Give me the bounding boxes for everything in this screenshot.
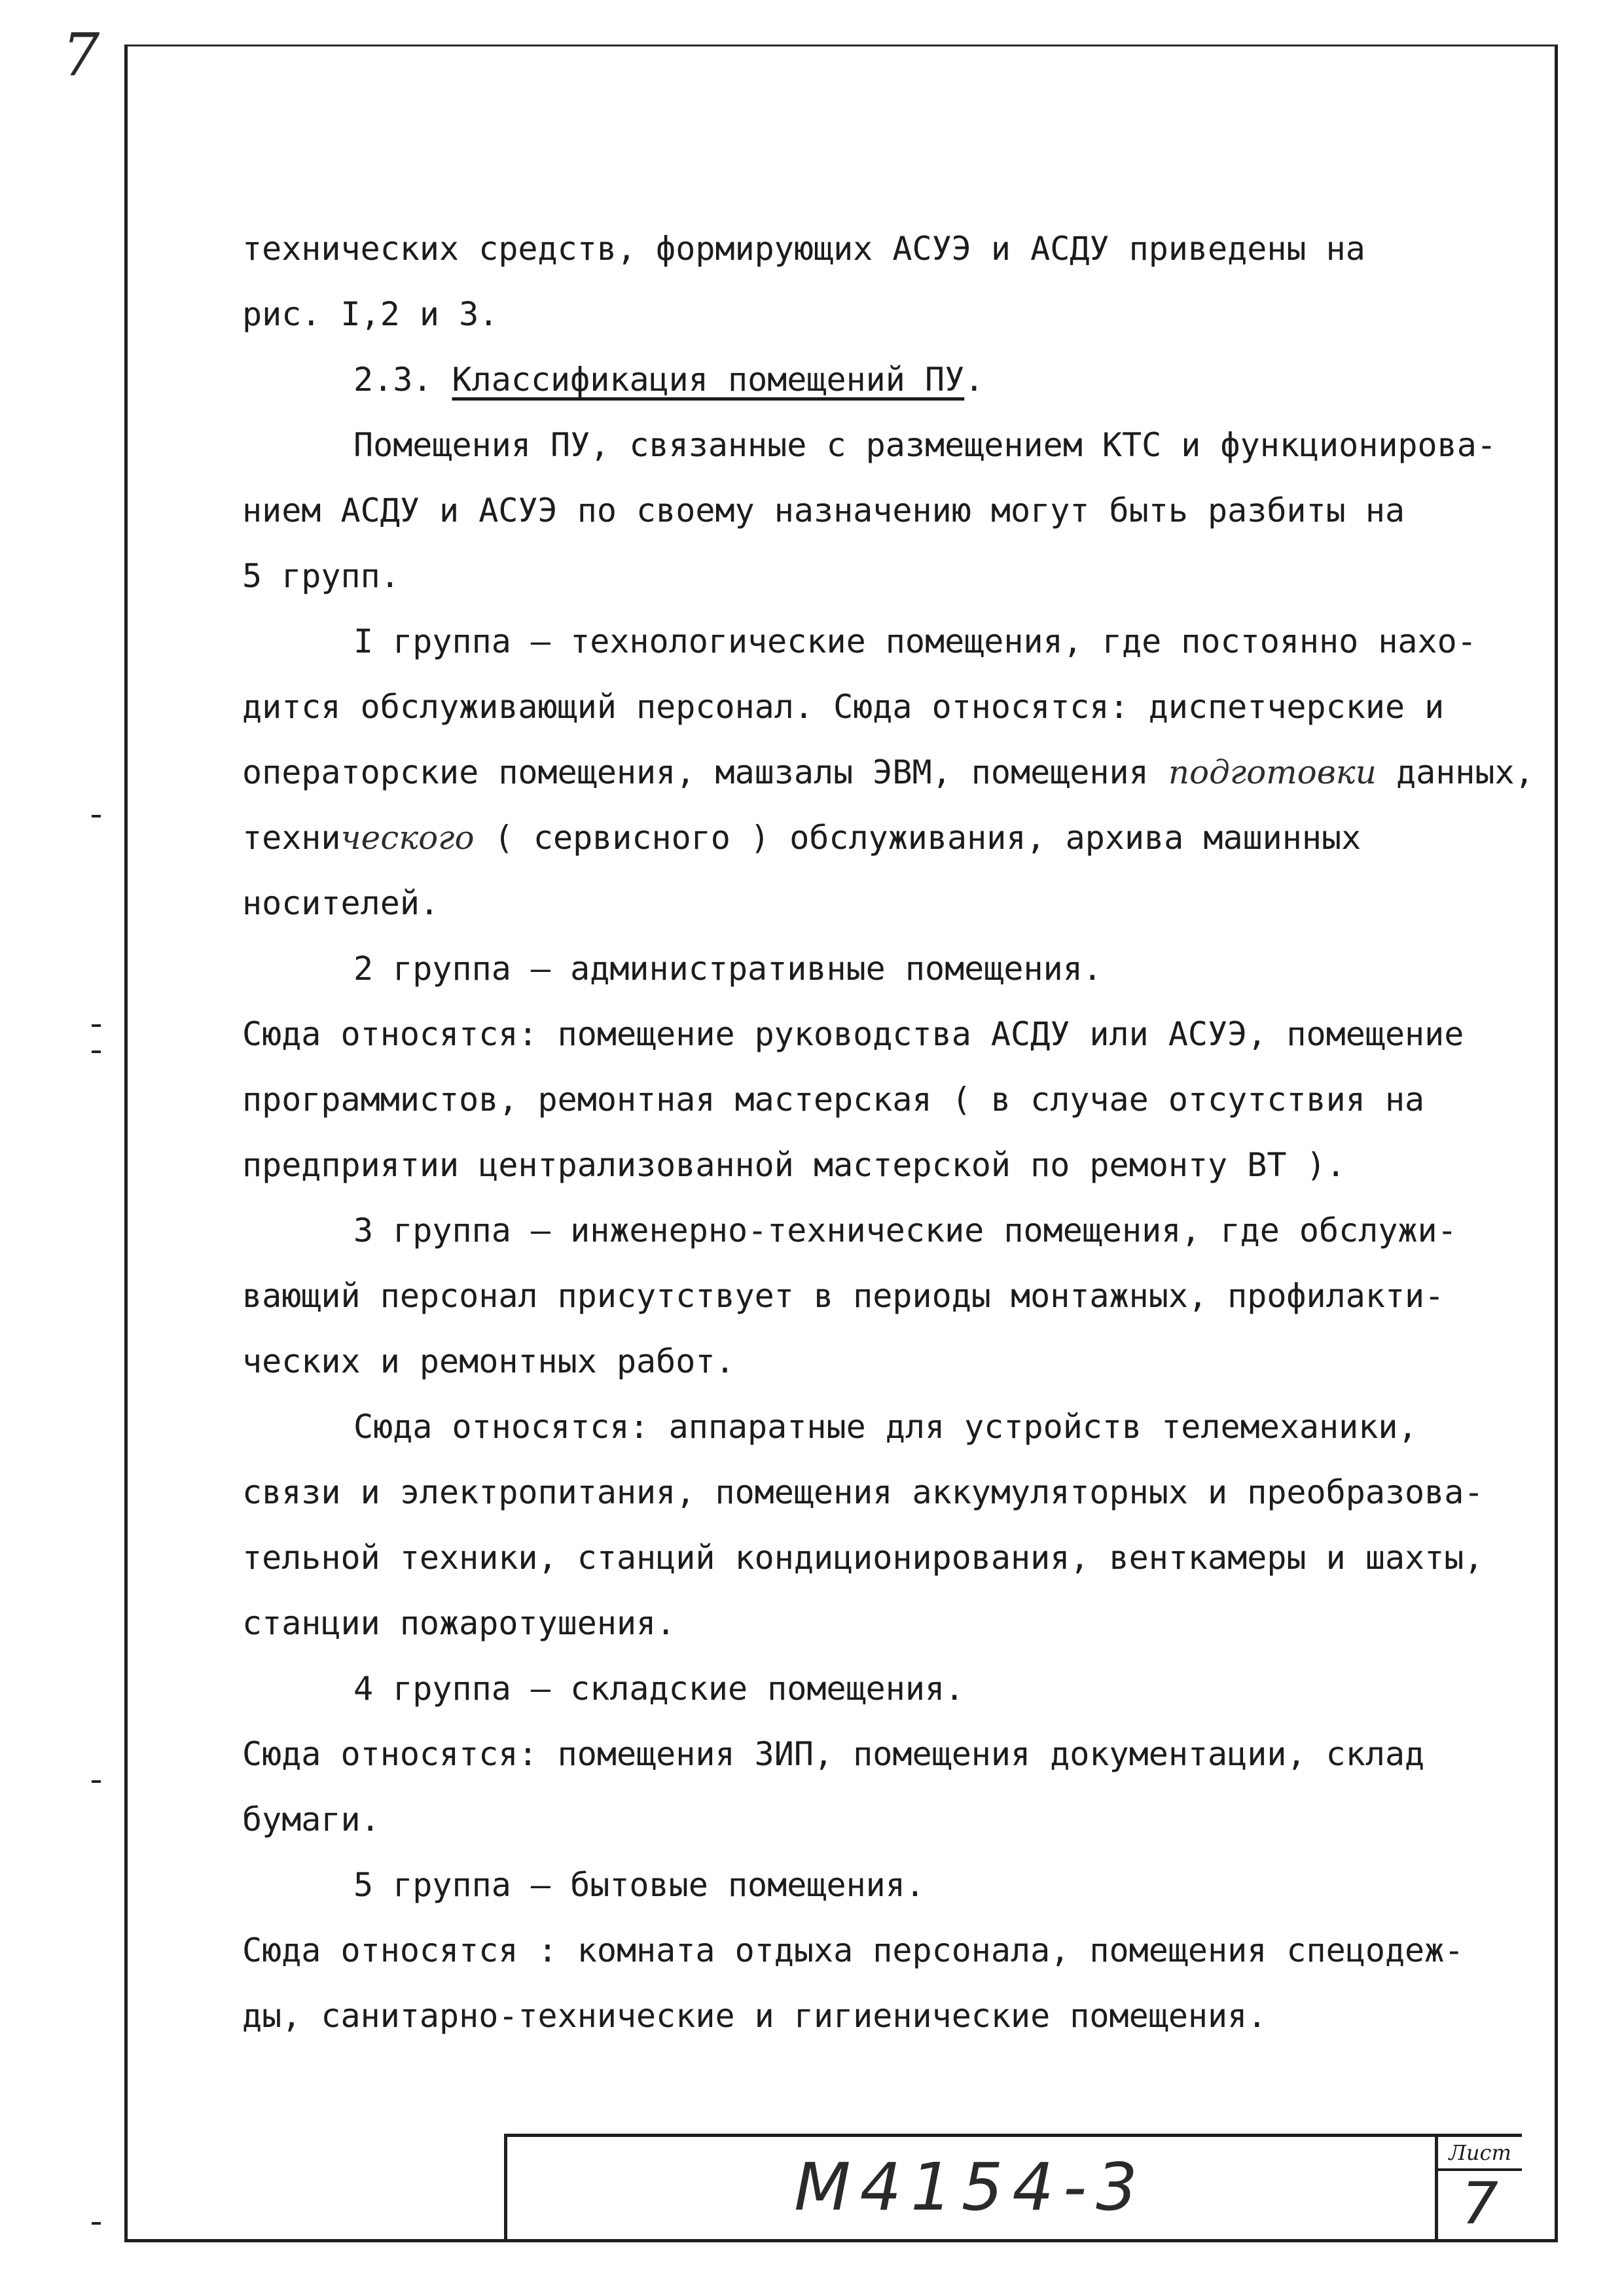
corner-page-mark: 7 bbox=[62, 21, 100, 90]
section-heading bbox=[242, 347, 1538, 412]
sheet-label: Лист bbox=[1438, 2137, 1522, 2171]
text-line: Сюда относятся: помещение руководства АСДУ или АСУЭ, помещение bbox=[242, 1015, 1464, 1053]
section-number: 2.3. bbox=[353, 361, 433, 399]
text-line: станции пожаротушения. bbox=[242, 1604, 676, 1642]
text-line: тельной техники, станций кондиционирования, венткамеры и шахты, bbox=[242, 1539, 1484, 1577]
section-title-suffix: . bbox=[964, 361, 984, 399]
margin-tick bbox=[92, 1024, 101, 1027]
margin-tick bbox=[92, 1050, 101, 1053]
text-line: 3 группа – инженерно-технические помещения, где обслужи- bbox=[353, 1211, 1457, 1249]
title-block bbox=[504, 2134, 1522, 2240]
text-line bbox=[242, 740, 1538, 805]
text-line: ды, санитарно-технические и гигиенические помещения. bbox=[242, 1997, 1267, 2035]
text-line: программистов, ремонтная мастерская ( в случае отсутствия на bbox=[242, 1081, 1425, 1119]
margin-tick bbox=[92, 2222, 101, 2225]
document-body bbox=[242, 216, 1538, 2049]
text-line: технических средств, формирующих АСУЭ и АСДУ приведены на bbox=[242, 230, 1365, 268]
document-number: М4154-3 bbox=[794, 2149, 1147, 2225]
text-line: 4 группа – складские помещения. bbox=[353, 1670, 965, 1708]
text-fragment: ( сервисного ) обслуживания, архива машинных bbox=[494, 819, 1362, 857]
text-fragment: техни bbox=[242, 819, 341, 857]
text-line: рис. I,2 и 3. bbox=[242, 295, 499, 333]
sheet-cell bbox=[1435, 2137, 1522, 2240]
text-line: 5 групп. bbox=[242, 557, 400, 595]
text-line: Сюда относятся : комната отдыха персонала, помещения спецодеж- bbox=[242, 1931, 1464, 1969]
text-line: 5 группа – бытовые помещения. bbox=[353, 1866, 925, 1904]
text-line: Помещения ПУ, связанные с размещением КТС и функционирова- bbox=[353, 426, 1496, 464]
text-fragment: операторские помещения, машзалы ЭВМ, помещения bbox=[242, 753, 1149, 791]
text-line bbox=[242, 805, 1538, 870]
text-line: Сюда относятся: помещения ЗИП, помещения документации, склад bbox=[242, 1735, 1425, 1773]
section-title: Классификация помещений ПУ bbox=[452, 361, 965, 399]
text-line: предприятии централизованной мастерской по ремонту ВТ ). bbox=[242, 1146, 1346, 1184]
text-line: вающий персонал присутствует в периоды монтажных, профилакти- bbox=[242, 1277, 1445, 1315]
handwritten-insert: подготовки bbox=[1168, 753, 1377, 791]
margin-tick bbox=[92, 1780, 101, 1783]
text-line: дится обслуживающий персонал. Сюда относятся: диспетчерские и bbox=[242, 688, 1445, 726]
sheet-number: 7 bbox=[1462, 2170, 1498, 2237]
margin-tick bbox=[92, 815, 101, 817]
text-line: нием АСДУ и АСУЭ по своему назначению могут быть разбиты на bbox=[242, 492, 1405, 529]
text-line: бумаги. bbox=[242, 1801, 380, 1839]
text-fragment: данных, bbox=[1396, 753, 1534, 791]
handwritten-insert: ческого bbox=[340, 819, 475, 857]
text-line: ческих и ремонтных работ. bbox=[242, 1342, 735, 1380]
text-line: Сюда относятся: аппаратные для устройств телемеханики, bbox=[353, 1408, 1418, 1446]
text-line: носителей. bbox=[242, 884, 440, 922]
text-line: I группа – технологические помещения, где постоянно нахо- bbox=[353, 622, 1477, 660]
text-line: связи и электропитания, помещения аккумуляторных и преобразова- bbox=[242, 1473, 1484, 1511]
text-line: 2 группа – административные помещения. bbox=[353, 950, 1102, 988]
